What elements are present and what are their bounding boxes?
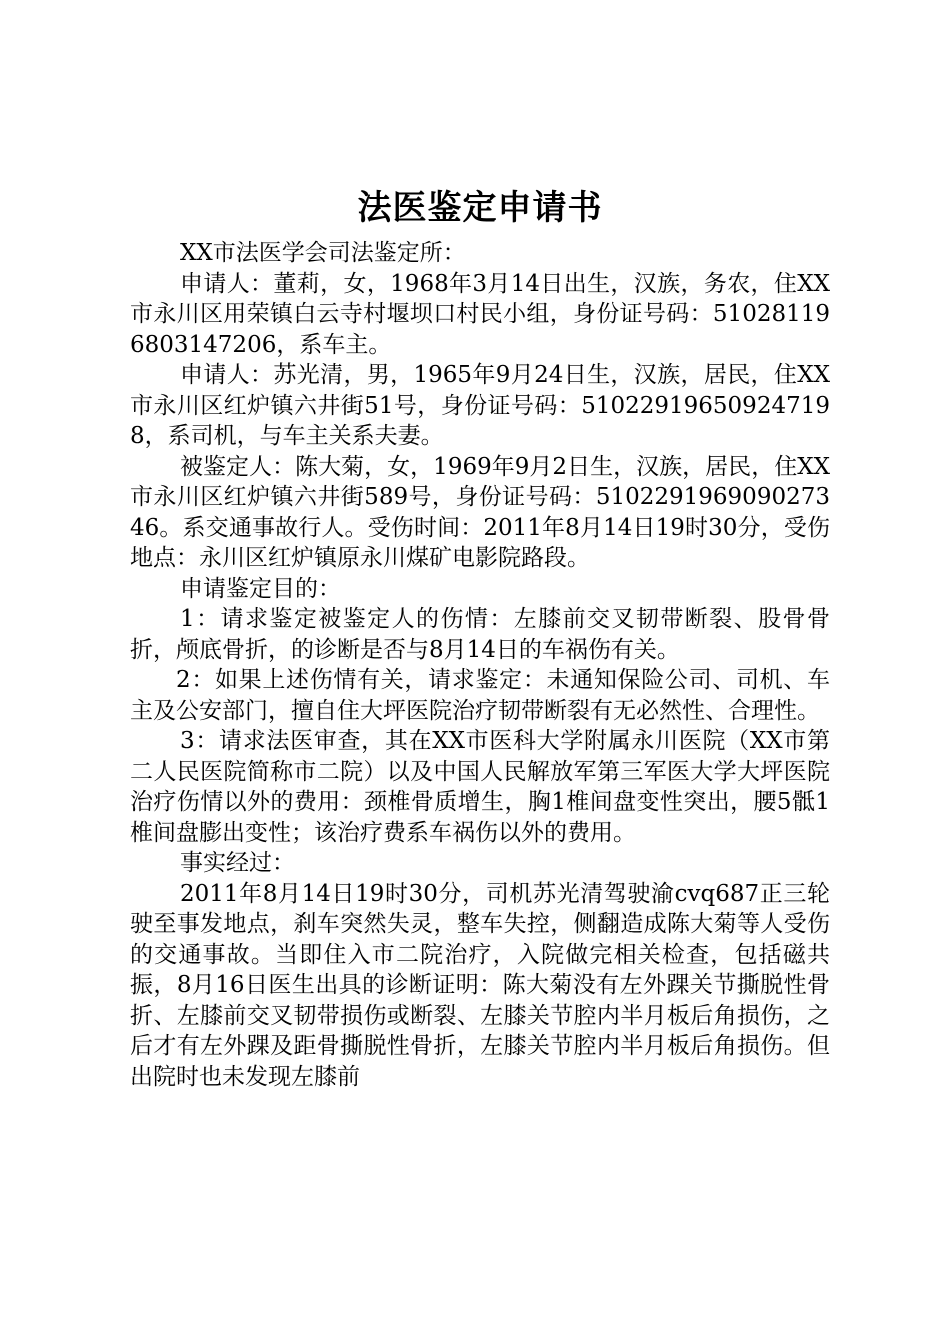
addressee-paragraph: XX市法医学会司法鉴定所： — [180, 240, 466, 266]
purpose-item-3: 3：请求法医审查，其在XX市医科大学附属永川医院（XX市第二人民医院简称市二院）以及中国人民解放军第三军医大学大坪医院治疗伤情以外的费用：颈椎骨质增生，胸1椎间盘变性突出，腰5骶1椎间盘膨出变性；该治疗费系车祸伤以外的费用。 — [130, 728, 830, 846]
purpose-heading: 申请鉴定目的： — [180, 575, 341, 602]
appraised-person-paragraph: 被鉴定人：陈大菊，女，1969年9月2日生，汉族，居民，住XX市永川区红炉镇六井街589号，身份证号码：510229196909027346。系交通事故行人。受伤时间：2011年8月14日19时30分，受伤地点：永川区红炉镇原永川煤矿电影院路段。 — [130, 453, 830, 571]
document-page — [130, 180, 830, 1092]
purpose-item-1: 1：请求鉴定被鉴定人的伤情：左膝前交叉韧带断裂、股骨骨折，颅底骨折，的诊断是否与8月14日的车祸伤有关。 — [130, 606, 830, 663]
purpose-item-2: 2：如果上述伤情有关，请求鉴定：未通知保险公司、司机、车主及公安部门，擅自住大坪医院治疗韧带断裂有无必然性、合理性。 — [130, 667, 830, 724]
applicant-driver-paragraph: 申请人：苏光清，男，1965年9月24日生，汉族，居民，住XX市永川区红炉镇六井街51号，身份证号码：510229196509247198，系司机，与车主关系夫妻。 — [130, 362, 830, 449]
facts-heading: 事实经过： — [180, 850, 295, 876]
facts-paragraph: 2011年8月14日19时30分，司机苏光清驾驶渝cvq687正三轮驶至事发地点，刹车突然失灵，整车失控，侧翻造成陈大菊等人受伤的交通事故。当即住入市二院治疗，入院做完相关检查，包括磁共振，8月16日医生出具的诊断证明：陈大菊没有左外踝关节撕脱性骨折、左膝前交叉韧带损伤或断裂、左膝关节腔内半月板后角损伤，之后才有左外踝及距骨撕脱性骨折，左膝关节腔内半月板后角损伤。但出院时也未发现左膝前 — [130, 880, 830, 1090]
document-title: 法医鉴定申请书 — [357, 188, 603, 228]
applicant-owner-paragraph: 申请人：董莉，女，1968年3月14日出生，汉族，务农，住XX市永川区用荣镇白云寺村堰坝口村民小组，身份证号码：510281196803147206，系车主。 — [130, 270, 830, 358]
